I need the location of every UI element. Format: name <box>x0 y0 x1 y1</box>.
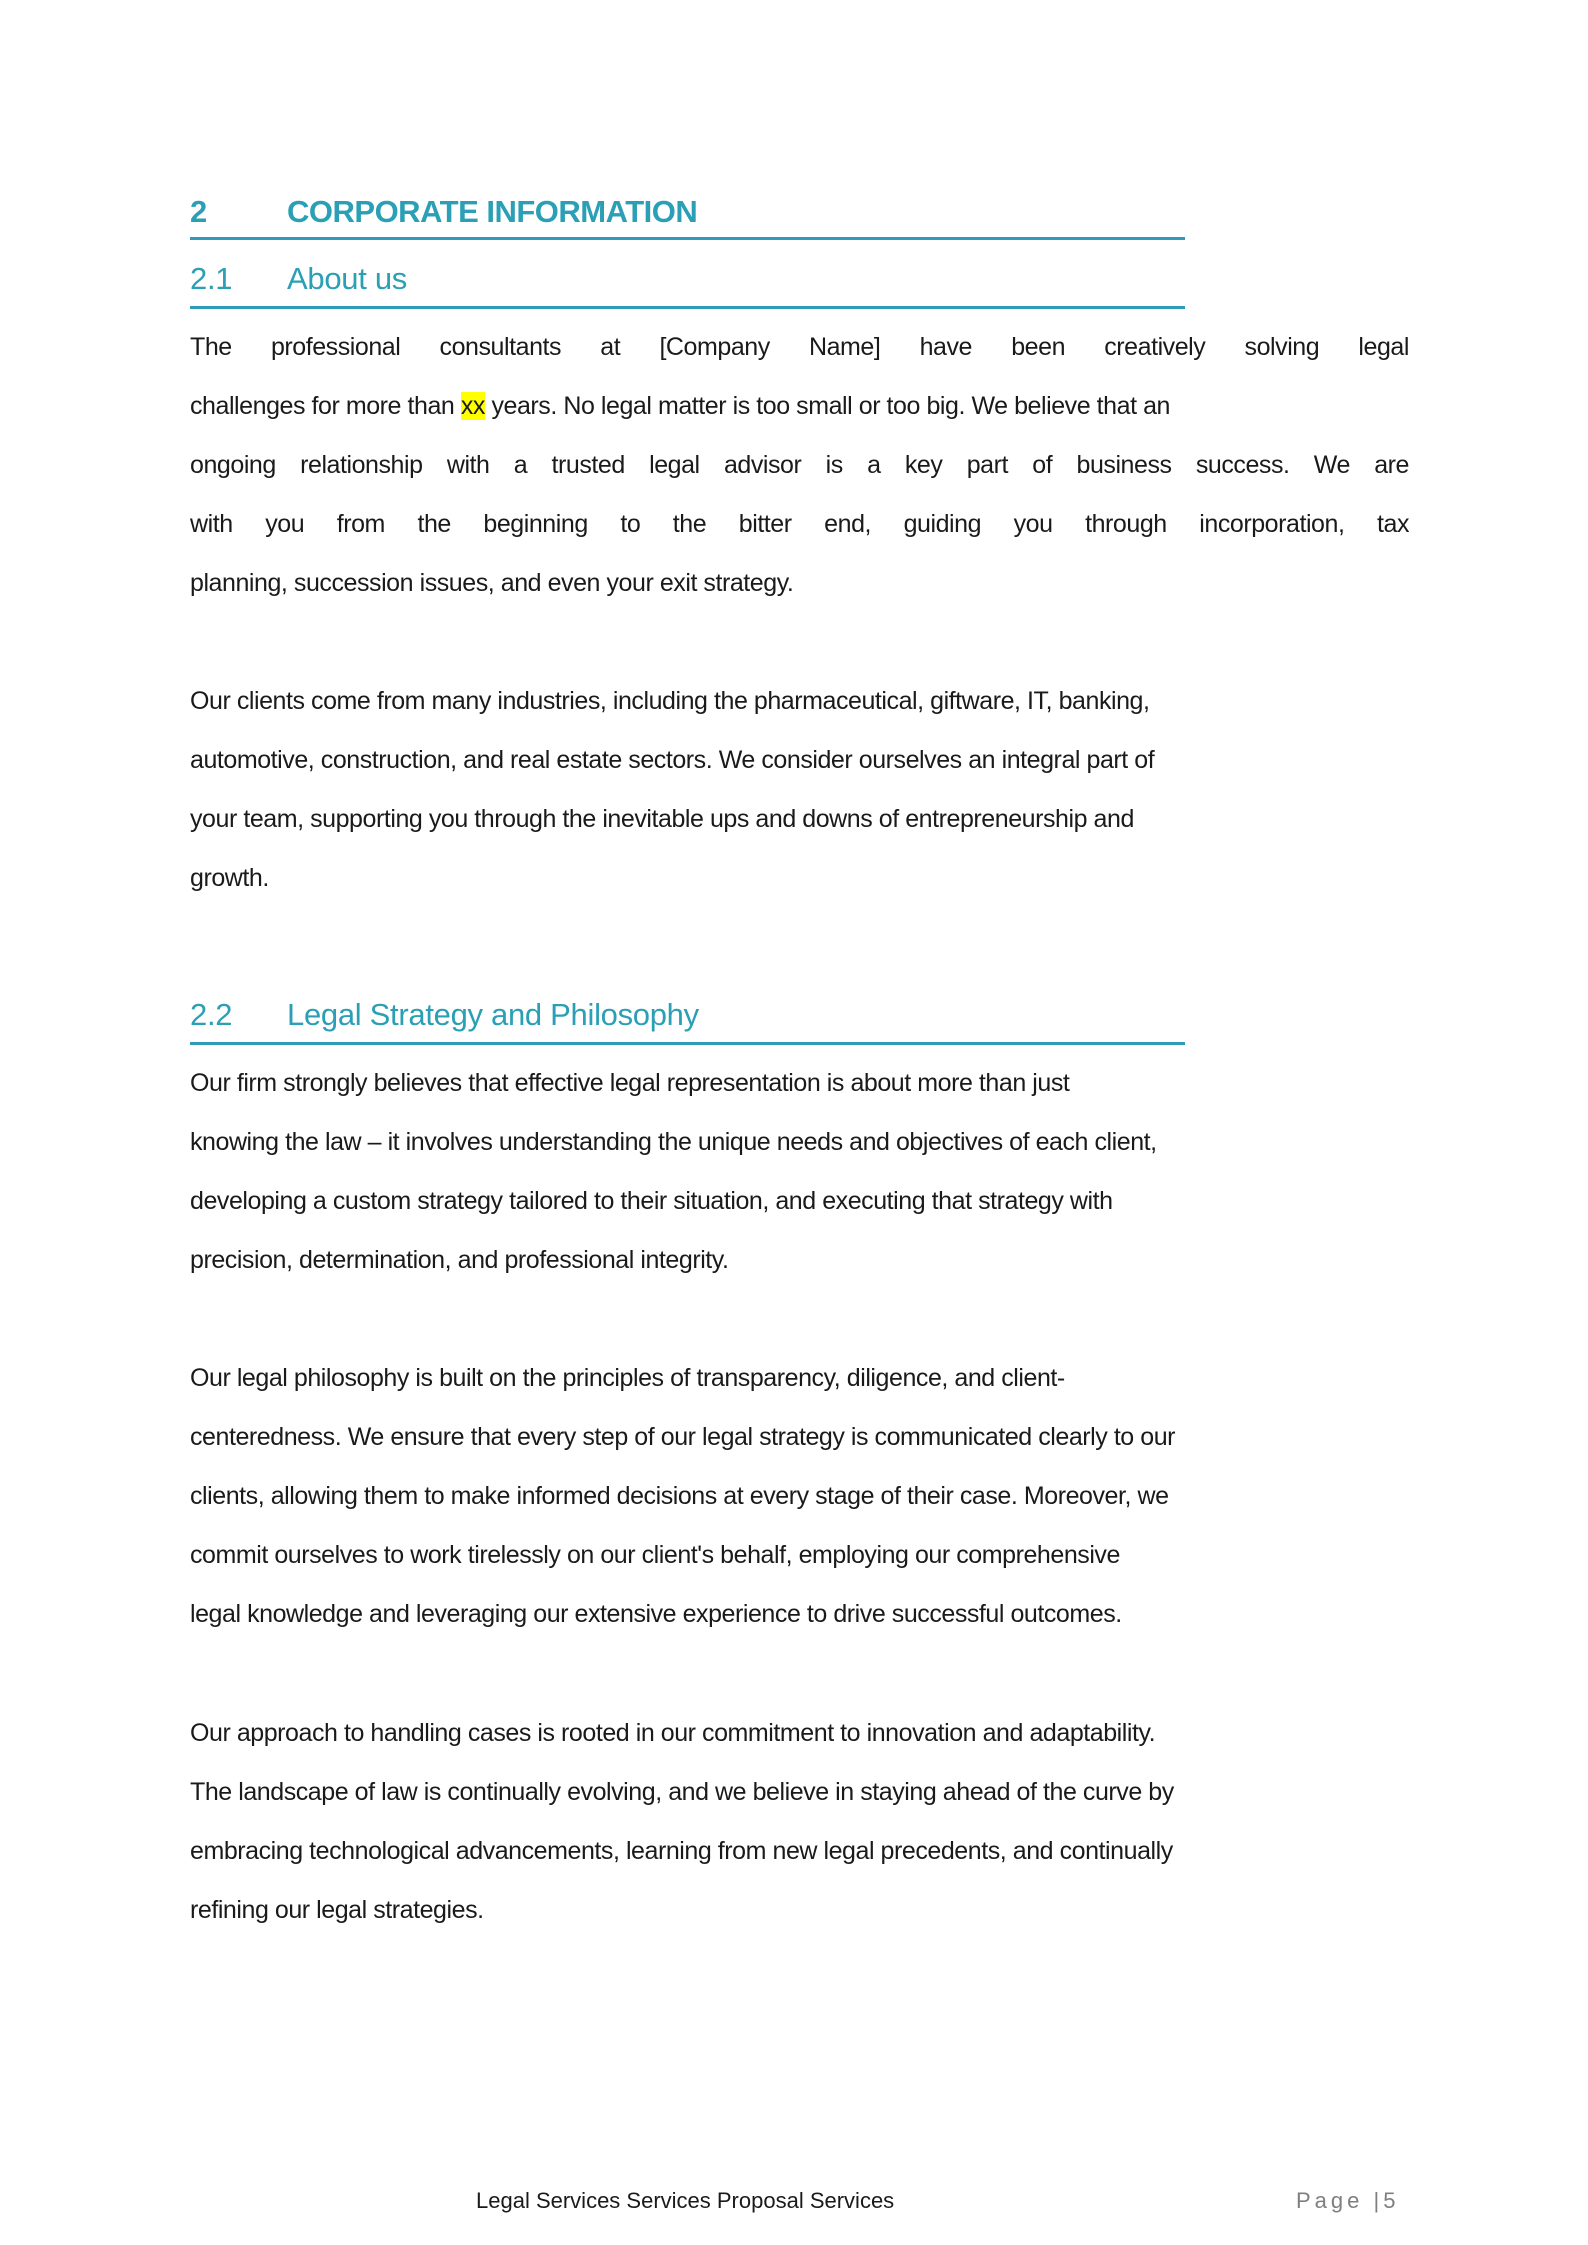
text-span: years. No legal matter is too small or too big. We believe that an <box>484 392 1170 420</box>
text-line: precision, determination, and professional integrity. <box>190 1246 729 1274</box>
text-line: legal knowledge and leveraging our extensive experience to drive successful outcomes. <box>190 1600 1122 1628</box>
text-line <box>190 377 1409 436</box>
subsection-heading-strategy: 2.2 Legal Strategy and Philosophy <box>190 997 699 1032</box>
page-label: Page | <box>1296 2188 1384 2213</box>
page-number <box>1296 2188 1399 2214</box>
text-line: ongoing relationship with a trusted legal advisor is a key part of business success. We are <box>190 451 1409 479</box>
page-number-value: 5 <box>1383 2188 1400 2213</box>
paragraph <box>190 1704 1409 1940</box>
text-line: growth. <box>190 864 269 892</box>
paragraph <box>190 318 1409 613</box>
text-line: planning, succession issues, and even your exit strategy. <box>190 569 794 597</box>
text-line: embracing technological advancements, learning from new legal precedents, and continually <box>190 1837 1173 1865</box>
paragraph <box>190 672 1409 908</box>
text-line: clients, allowing them to make informed decisions at every stage of their case. Moreover, we <box>190 1482 1169 1510</box>
highlighted-placeholder: xx <box>460 392 485 420</box>
text-line: centeredness. We ensure that every step of our legal strategy is communicated clearly to our <box>190 1423 1176 1451</box>
text-line: with you from the beginning to the bitter end, guiding you through incorporation, tax <box>190 510 1409 538</box>
heading-rule <box>190 237 1185 240</box>
subsection-heading-about: 2.1 About us <box>190 261 407 296</box>
text-line: Our legal philosophy is built on the principles of transparency, diligence, and client- <box>190 1364 1065 1392</box>
text-line: automotive, construction, and real estate sectors. We consider ourselves an integral part of <box>190 746 1155 774</box>
text-line: developing a custom strategy tailored to their situation, and executing that strategy with <box>190 1187 1113 1215</box>
paragraph <box>190 1054 1409 1290</box>
heading-rule <box>190 306 1185 309</box>
text-line: your team, supporting you through the inevitable ups and downs of entrepreneurship and <box>190 805 1134 833</box>
text-line: The professional consultants at [Company Name] have been creatively solving legal <box>190 333 1409 361</box>
text-line: refining our legal strategies. <box>190 1896 484 1924</box>
text-line: Our clients come from many industries, including the pharmaceutical, giftware, IT, banking, <box>190 687 1150 715</box>
text-line: Our approach to handling cases is rooted in our commitment to innovation and adaptability. <box>190 1719 1156 1747</box>
heading-rule <box>190 1042 1185 1045</box>
text-line: The landscape of law is continually evolving, and we believe in staying ahead of the curve by <box>190 1778 1174 1806</box>
footer-title: Legal Services Services Proposal Services <box>476 2188 895 2213</box>
section-heading: 2 CORPORATE INFORMATION <box>190 194 698 229</box>
text-line: Our firm strongly believes that effective legal representation is about more than just <box>190 1069 1070 1097</box>
text-span: challenges for more than <box>190 392 461 420</box>
text-line: knowing the law – it involves understanding the unique needs and objectives of each client, <box>190 1128 1157 1156</box>
paragraph <box>190 1349 1409 1644</box>
text-line: commit ourselves to work tirelessly on our client's behalf, employing our comprehensive <box>190 1541 1120 1569</box>
